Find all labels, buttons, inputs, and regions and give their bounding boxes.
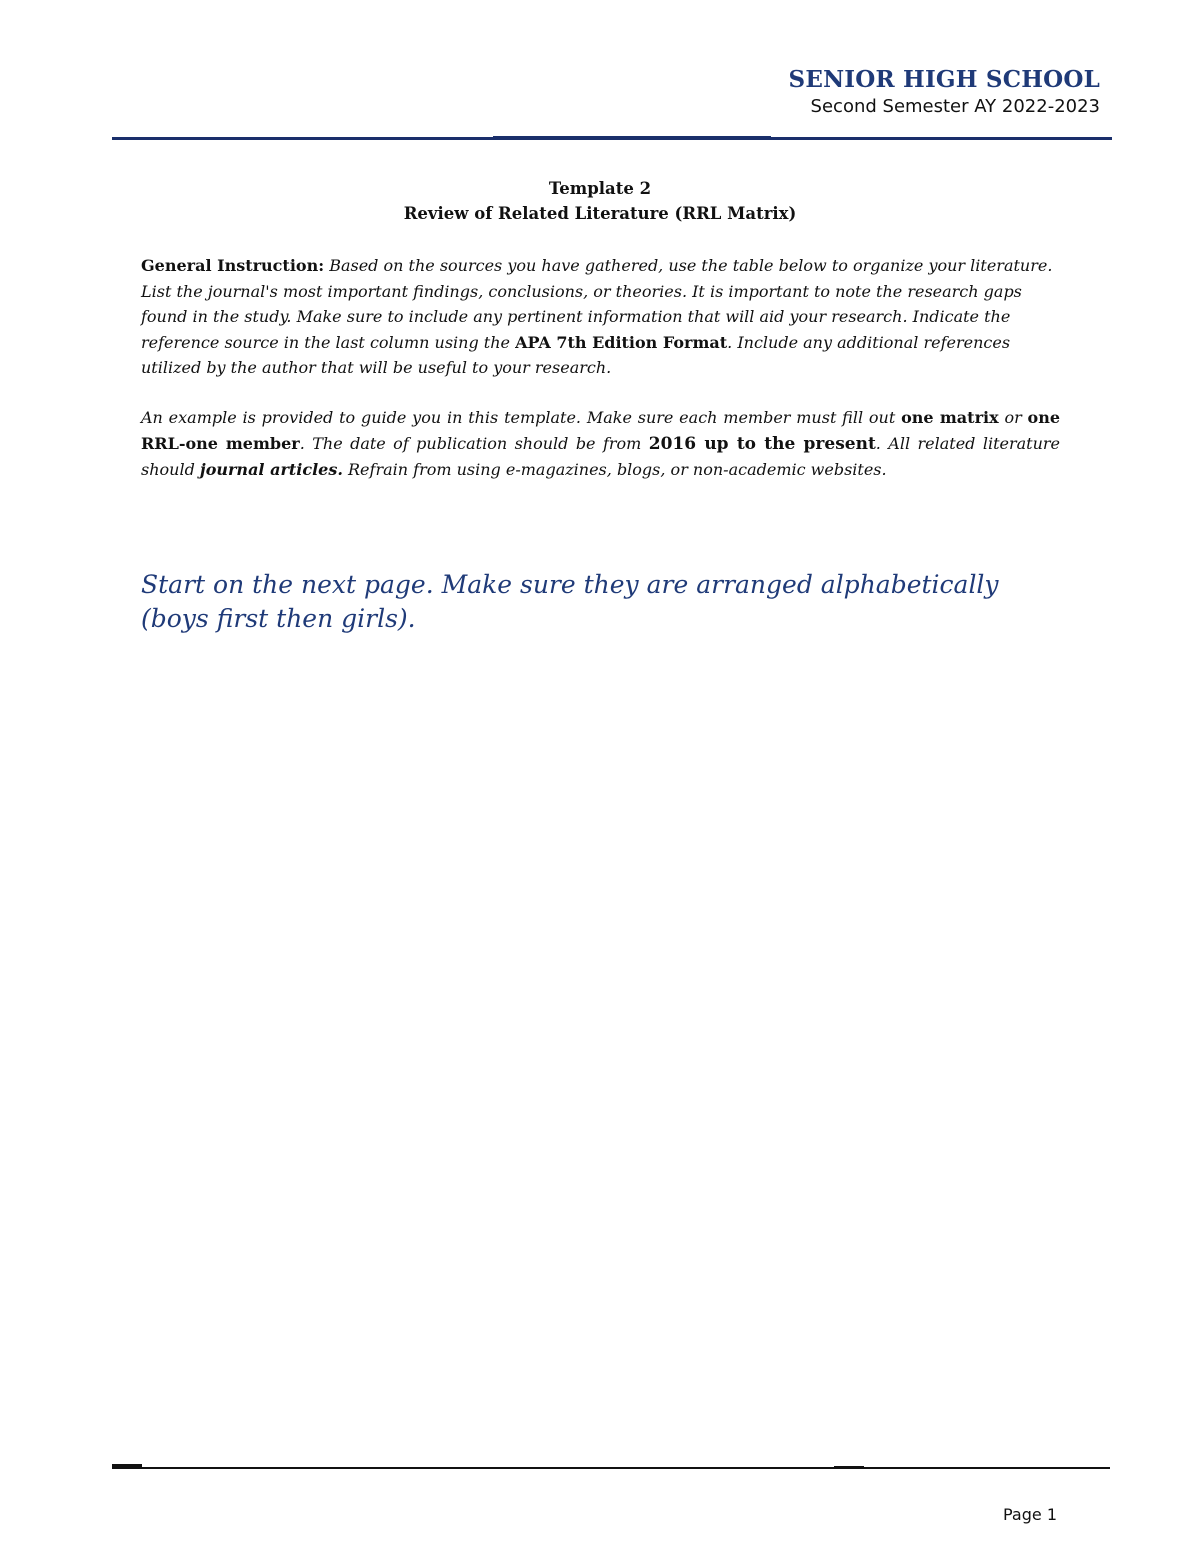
publication-range: 2016 up to the present: [648, 433, 876, 454]
footer-divider: [112, 1467, 1110, 1469]
example-text-1: An example is provided to guide you in this template. Make sure each member must fill out: [141, 408, 902, 427]
page-header: [789, 66, 1100, 119]
example-or: or: [998, 408, 1028, 427]
general-instruction: [141, 253, 1060, 381]
page-number: Page 1: [1003, 1505, 1057, 1524]
header-divider-accent: [493, 136, 771, 140]
school-name: SENIOR HIGH SCHOOL: [788, 66, 1100, 93]
instruction-text-2: . Include any additional references utilized by the author that will be useful to your research.: [141, 332, 1011, 378]
one-matrix: one matrix: [901, 408, 999, 427]
footer-divider-tick-left: [112, 1464, 142, 1467]
instruction-label: General Instruction:: [141, 256, 325, 275]
apa-format: APA 7th Edition Format: [515, 332, 728, 352]
next-page-note: Start on the next page. Make sure they are arranged alphabetically (boys first then girls).: [141, 570, 999, 633]
example-text-3: . All related literature should: [141, 433, 1061, 480]
semester-label: Second Semester AY 2022-2023: [810, 96, 1100, 117]
example-text-4: Refrain from using e-magazines, blogs, or non-academic websites.: [342, 460, 887, 480]
template-name: Review of Related Literature (RRL Matrix): [403, 204, 797, 223]
example-paragraph: [141, 405, 1060, 483]
example-text-2: . The date of publication should be from: [299, 433, 649, 453]
instruction-text-1: Based on the sources you have gathered, use the table below to organize your literature. List the journal's most important findings, conclusions, or theories. It is important to note the research gaps found in the study. Make sure to include any pertinent information that will aid your research. Indicate the reference source in the last column using the: [141, 256, 1053, 352]
footer-divider-tick-right: [834, 1466, 864, 1469]
one-rrl-one-member: one RRL-one member: [141, 408, 1061, 453]
document-title: [0, 176, 1200, 226]
journal-articles: journal articles.: [199, 460, 343, 480]
template-number: Template 2: [548, 179, 652, 198]
